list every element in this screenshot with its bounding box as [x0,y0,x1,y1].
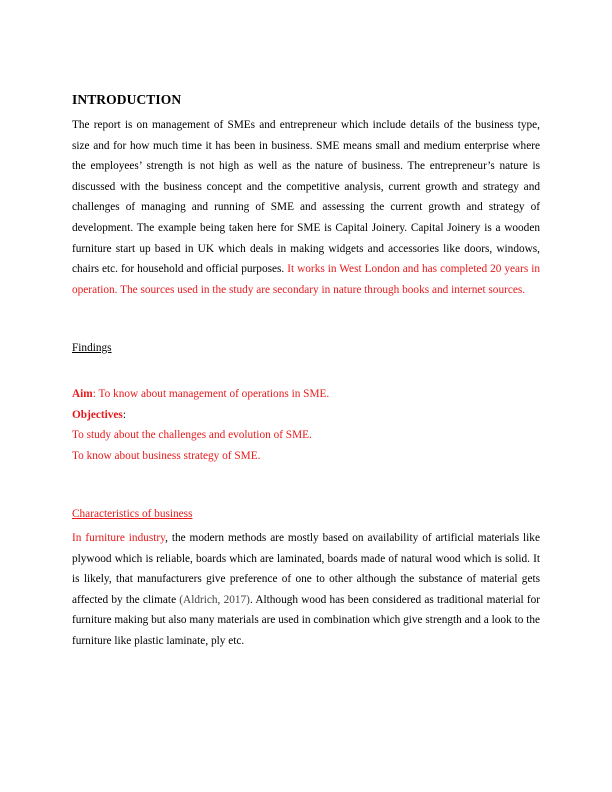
characteristics-paragraph [72,528,540,652]
characteristics-lead: In furniture industry [72,532,166,544]
intro-text-highlight: It works in West London and has completed 20 years in operation. The sources used in the study are secondary in nature through books and internet sources. [72,263,541,296]
findings-heading: Findings [72,342,112,354]
intro-heading: INTRODUCTION [72,92,182,107]
objective-item-2: To know about business strategy of SME. [72,449,261,462]
citation: (Aldrich, 2017) [179,593,250,606]
aim-line [72,384,540,405]
characteristics-text-1: , the modern methods are mostly based on availability of artificial materials like plywood which is reliable, boards which are laminated, boards made of natural wood which is solid. It is likely, that manufacturers give preference of one to other although the substance of material gets affected by the climate [72,532,540,606]
aim-label: Aim [72,388,93,400]
intro-paragraph [72,115,540,300]
objectives-label: Objectives [72,408,123,421]
objectives-line [72,405,540,426]
characteristics-heading: Characteristics of business [72,508,193,520]
findings-list [72,384,540,466]
objective-item-1: To study about the challenges and evolution of SME. [72,429,312,442]
intro-text: The report is on management of SMEs and entrepreneur which include details of the business type, size and for how much time it has been in business. SME means small and medium enterprise where the employees’ strength is not high as well as the nature of business. The entrepreneur’s nature is discussed with the business concept and the competitive analysis, current growth and strategy and challenges of managing and running of SME and assessing the current growth and strategy of development. The example being taken here for SME is Capital Joinery. Capital Joinery is a wooden furniture start up based in UK which deals in making widgets and accessories like doors, windows, chairs etc. for household and official purposes. [72,119,540,276]
characteristics-text-2: . Although wood has been considered as traditional material for furniture making but also many materials are used in combination which give strength and a look to the furniture like plastic laminate, ply etc. [72,593,540,647]
objectives-colon: : [122,408,126,421]
aim-text: : To know about management of operations in SME. [92,388,330,400]
